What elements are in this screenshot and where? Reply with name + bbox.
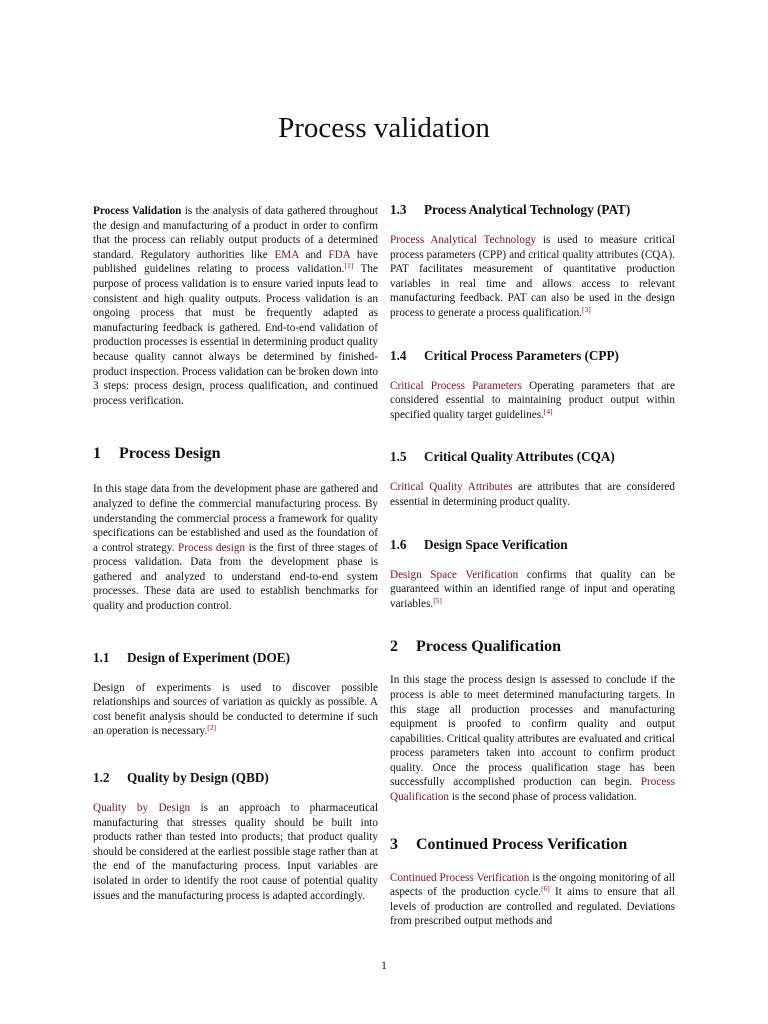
section-heading-continued-verification: 3 Continued Process Verification xyxy=(390,835,628,853)
link-design-space[interactable]: Design Space Verification xyxy=(390,568,519,581)
link-process-design[interactable]: Process design xyxy=(178,541,246,554)
section-heading-process-design: 1 Process Design xyxy=(93,445,221,463)
process-design-paragraph: In this stage data from the development phase are gathered and analyzed to define the commercial manufacturing process. By understanding the commercial process a framework for quality specifications can be established and used as the foundation of a control strategy. Process design is the first of three stages of process validation. Data from the development phase is gathered and analyzed to understand end-to-end system processes. These data are used to establish benchmarks for quality and production control. xyxy=(93,483,379,613)
doe-paragraph: Design of experiments is used to discover possible relationships and sources of variation as quickly as possible. A cost benefit analysis should be conducted to determine if such an operation is necessary.[2] xyxy=(93,681,378,738)
link-pat[interactable]: Process Analytical Technology xyxy=(390,234,537,246)
ref-link-3[interactable]: [3] xyxy=(581,304,591,314)
link-ema[interactable]: EMA xyxy=(274,248,299,261)
page-title: Process validation xyxy=(278,112,490,144)
ref-link-5[interactable]: [5] xyxy=(433,595,442,605)
ref-link-1[interactable]: [1] xyxy=(344,261,354,271)
section-heading-cqa: 1.5 Critical Quality Attributes (CQA) xyxy=(390,449,615,465)
pat-paragraph: Process Analytical Technology is used to measure critical process parameters (CPP) and critical quality attributes (CQA). PAT facilitates measurement of quantitative production variables in real time and allows access to relevant manufacturing feedback. PAT can also be used in the design process to generate a process qualification.[3] xyxy=(390,234,675,319)
design-space-paragraph: Design Space Verification confirms that quality can be guaranteed within an identified range of input and operating variables.[5] xyxy=(390,568,675,610)
right-column xyxy=(390,200,675,929)
ref-link-2[interactable]: [2] xyxy=(207,723,216,733)
section-heading-qbd: 1.2 Quality by Design (QBD) xyxy=(93,770,269,786)
section-heading-design-space: 1.6 Design Space Verification xyxy=(390,536,568,552)
left-column xyxy=(93,200,378,903)
qbd-paragraph: Quality by Design is an approach to pharmaceutical manufacturing that stresses quality should be built into products rather than tested into products; that product quality should be considered at the earliest possible stage rather than at the end of the manufacturing process. Input variables are isolated in order to identify the root cause of potential quality issues and the manufacturing process is adapted accordingly. xyxy=(93,802,378,902)
link-continued-verification[interactable]: Continued Process Verification xyxy=(390,871,530,884)
process-qualification-paragraph: In this stage the process design is assessed to conclude if the process is able to meet determined manufacturing targets. In this stage all production processes and manufacturing equipment is proofed to confirm quality and output capabilities. Critical quality attributes are evaluated and critical process parameters taken into account to confirm product quality. Once the process qualification stage has been successfully accomplished production can begin. Process Qualification is the second phase of process validation. xyxy=(390,674,675,804)
ref-link-4[interactable]: [4] xyxy=(543,406,553,416)
section-heading-doe: 1.1 Design of Experiment (DOE) xyxy=(93,649,290,665)
link-fda[interactable]: FDA xyxy=(328,248,351,261)
intro-term: Process Validation xyxy=(93,205,182,217)
cpp-paragraph: Critical Process Parameters Operating parameters that are considered essential to maintaining product output within specified quality target guidelines.[4] xyxy=(390,379,675,421)
link-cqa[interactable]: Critical Quality Attributes xyxy=(390,481,513,494)
page-number: 1 xyxy=(381,960,387,972)
section-heading-cpp: 1.4 Critical Process Parameters (CPP) xyxy=(390,347,619,363)
section-heading-process-qualification: 2 Process Qualification xyxy=(390,638,562,656)
cqa-paragraph: Critical Quality Attributes are attributes that are considered essential in determining product quality. xyxy=(390,481,675,508)
link-process-qualification[interactable]: Process Qualification xyxy=(390,776,675,804)
link-cpp[interactable]: Critical Process Parameters xyxy=(390,379,522,392)
link-quality-by-design[interactable]: Quality by Design xyxy=(93,802,191,815)
ref-link-6[interactable]: [6] xyxy=(541,884,550,894)
intro-paragraph: Process Validation is the analysis of data gathered throughout the design and manufacturing of a product in order to confirm that the process can reliably output products of a determined standard. Regulatory authorities like EMA and FDA have published guidelines relating to process validation.[1] The purpose of process validation is to ensure varied inputs lead to consistent and high quality outputs. Process validation is an ongoing process that must be frequently adapted as manufacturing feedback is gathered. End-to-end validation of production processes is essential in determining product quality because quality cannot always be determined by finished-product inspection. Process validation can be broken down into 3 steps: process design, process qualification, and continued process verification. xyxy=(93,205,378,407)
continued-verification-paragraph: Continued Process Verification is the ongoing monitoring of all aspects of the production cycle.[6] It aims to ensure that all levels of production are controlled and regulated. Deviations from prescribed output methods and xyxy=(390,871,675,928)
section-heading-pat: 1.3 Process Analytical Technology (PAT) xyxy=(390,202,631,217)
